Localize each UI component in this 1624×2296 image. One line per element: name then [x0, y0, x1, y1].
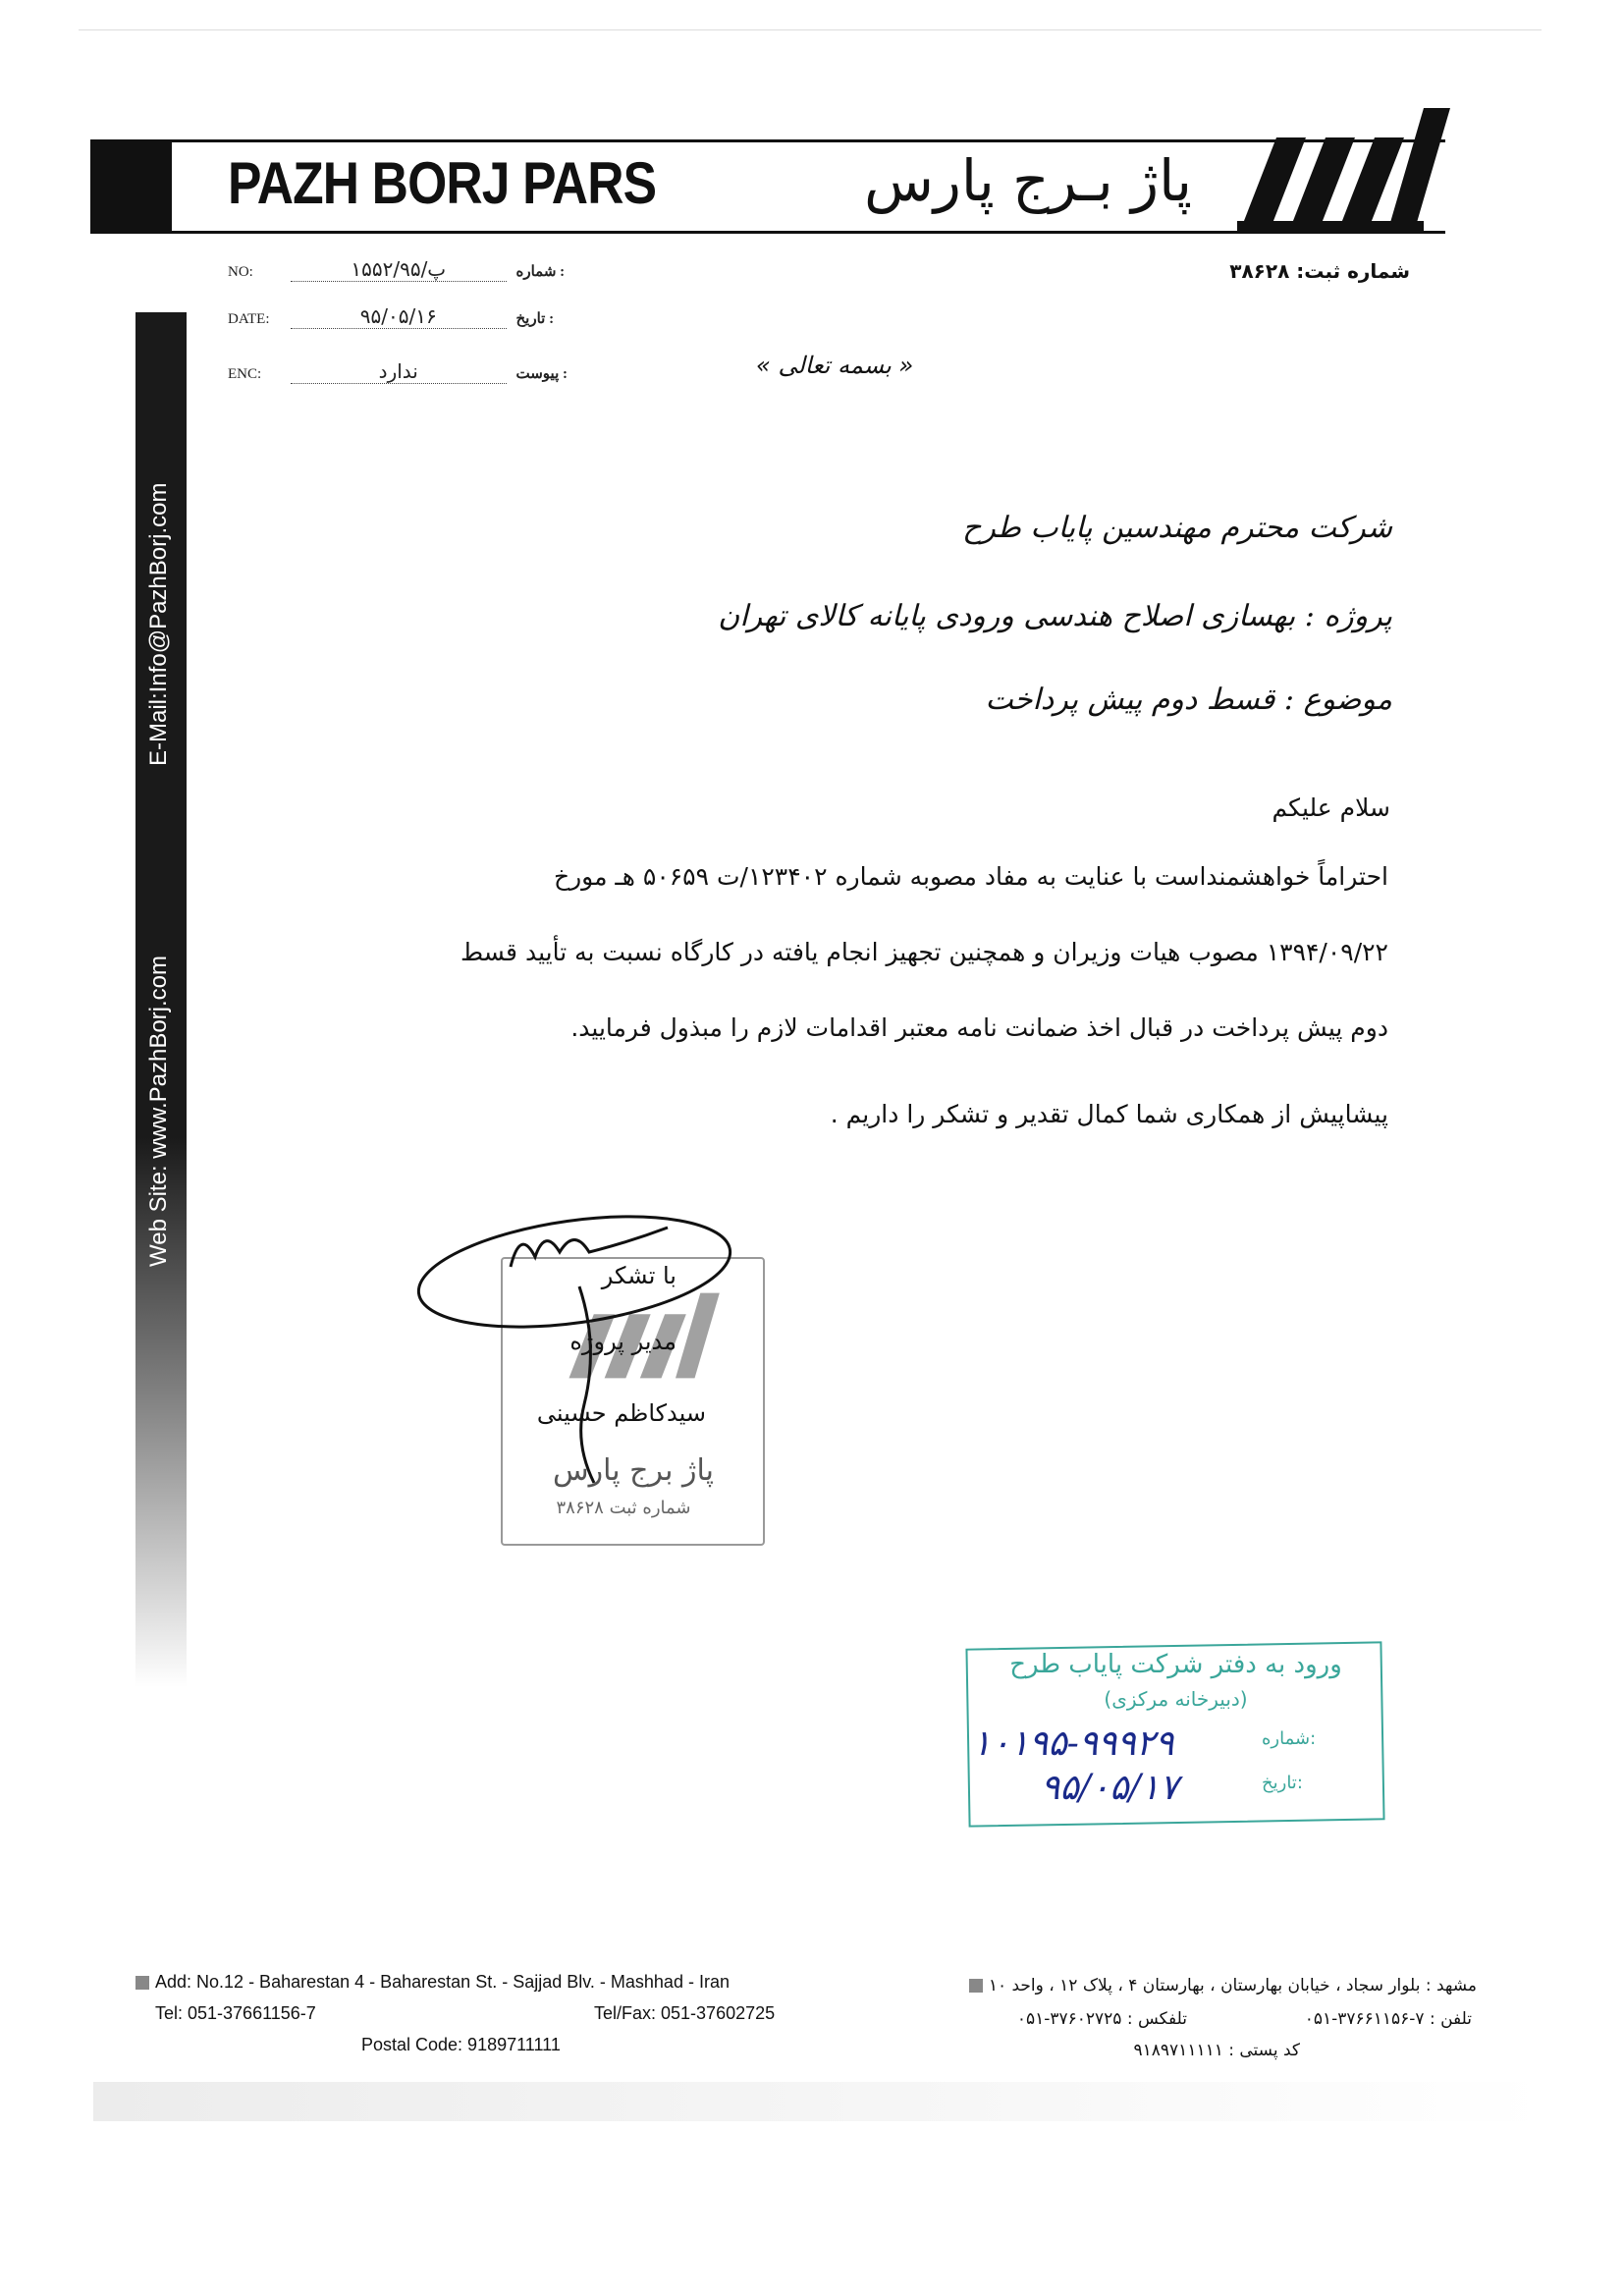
- receipt-number-label: شماره:: [1262, 1728, 1317, 1749]
- enclosure-label-fa: پیوست :: [515, 366, 568, 382]
- project-line: پروژه : بهسازی اصلاح هندسی ورودی پایانه کالای تهران: [718, 599, 1392, 633]
- body-line-2: ۱۳۹۴/۰۹/۲۲ مصوب هیات وزیران و همچنین تجهیز انجام یافته در کارگاه نسبت به تأیید قسط: [460, 938, 1388, 966]
- signature-name: سیدکاظم حسینی: [536, 1399, 706, 1427]
- date-value: ۹۵/۰۵/۱۶: [291, 304, 507, 329]
- signature-scribble-icon: [403, 1208, 776, 1503]
- top-rule: [79, 29, 1542, 30]
- body-line-3: دوم پیش پرداخت در قبال اخذ ضمانت نامه معتبر اقدامات لازم را مبذول فرمایید.: [570, 1013, 1388, 1042]
- receipt-number-value: ۱۰۱۹۵-۹۹۹۲۹: [972, 1723, 1174, 1764]
- subject-line: موضوع : قسط دوم پیش پرداخت: [985, 683, 1392, 717]
- footer-band: [93, 2082, 1546, 2121]
- footer-tel-fa: تلفن : ۷-۳۷۶۶۱۱۵۶-۰۵۱: [1304, 2009, 1472, 2029]
- number-label-en: NO:: [228, 264, 253, 280]
- footer-fax-fa: تلفکس : ۳۷۶۰۲۷۲۵-۰۵۱: [1016, 2009, 1187, 2029]
- signature-role: مدیر پروژه: [569, 1328, 677, 1355]
- greeting: سلام علیکم: [1272, 793, 1390, 822]
- footer-postal-fa: کد پستی : ۹۱۸۹۷۱۱۱۱۱: [1133, 2041, 1300, 2060]
- stamp-company-name: پاژ برج پارس: [553, 1453, 714, 1488]
- date-label-fa: تاریخ :: [515, 311, 555, 327]
- meta-enclosure-row: [228, 359, 568, 384]
- signature-thanks: با تشکر: [601, 1262, 677, 1289]
- side-email: E-Mail:Info@PazhBorj.com: [145, 482, 172, 766]
- meta-date-row: [228, 304, 554, 329]
- receipt-stamp-title: ورود به دفتر شرکت پایاب طرح: [1009, 1650, 1342, 1679]
- basmala: « بسمه تعالی »: [756, 352, 914, 379]
- stamp-registration: شماره ثبت ۳۸۶۲۸: [556, 1498, 691, 1518]
- date-label-en: DATE:: [228, 311, 270, 327]
- footer-postal-en: Postal Code: 9189711111: [361, 2035, 561, 2054]
- enclosure-value: ندارد: [291, 359, 507, 384]
- brand-name-en: PAZH BORJ PARS: [228, 150, 657, 216]
- footer-tel-en: Tel: 051-37661156-7: [155, 2003, 316, 2023]
- recipient: شرکت محترم مهندسین پایاب طرح: [962, 511, 1392, 545]
- number-label-fa: شماره :: [515, 264, 566, 280]
- footer-address-en: Add: No.12 - Baharestan 4 - Baharestan St. - Sajjad Blv. - Mashhad - Iran: [130, 1972, 730, 1993]
- receipt-stamp-subtitle: (دبیرخانه مرکزی): [1104, 1687, 1248, 1711]
- brand-name-fa: پاژ بـرج پارس: [864, 147, 1192, 214]
- closing-line: پیشاپیش از همکاری شما کمال تقدیر و تشکر را داریم .: [830, 1100, 1388, 1128]
- square-bullet-icon: [969, 1979, 983, 1993]
- receipt-date-label: تاریخ:: [1262, 1773, 1303, 1793]
- registration-number: شماره ثبت: ۳۸۶۲۸: [1229, 259, 1410, 283]
- body-line-1: احتراماً خواهشمنداست با عنایت به مفاد مصوبه شماره ۱۲۳۴۰۲/ت ۵۰۶۵۹ هـ مورخ: [553, 862, 1388, 891]
- pazh-borj-logo-icon: [1222, 98, 1453, 236]
- square-bullet-icon: [135, 1976, 149, 1990]
- number-value: ۱۵۵۲/پ/۹۵: [291, 257, 507, 282]
- meta-number-row: [228, 257, 565, 282]
- footer-fax-en: Tel/Fax: 051-37602725: [594, 2003, 776, 2023]
- side-website: Web Site: www.PazhBorj.com: [145, 955, 172, 1267]
- receipt-date-value: ۹۵/۰۵/۱۷: [1041, 1768, 1179, 1808]
- enclosure-label-en: ENC:: [228, 366, 262, 382]
- footer-address-fa: مشهد : بلوار سجاد ، خیابان بهارستان ، بهارستان ۴ ، پلاک ۱۲ ، واحد ۱۰: [789, 1976, 1477, 1995]
